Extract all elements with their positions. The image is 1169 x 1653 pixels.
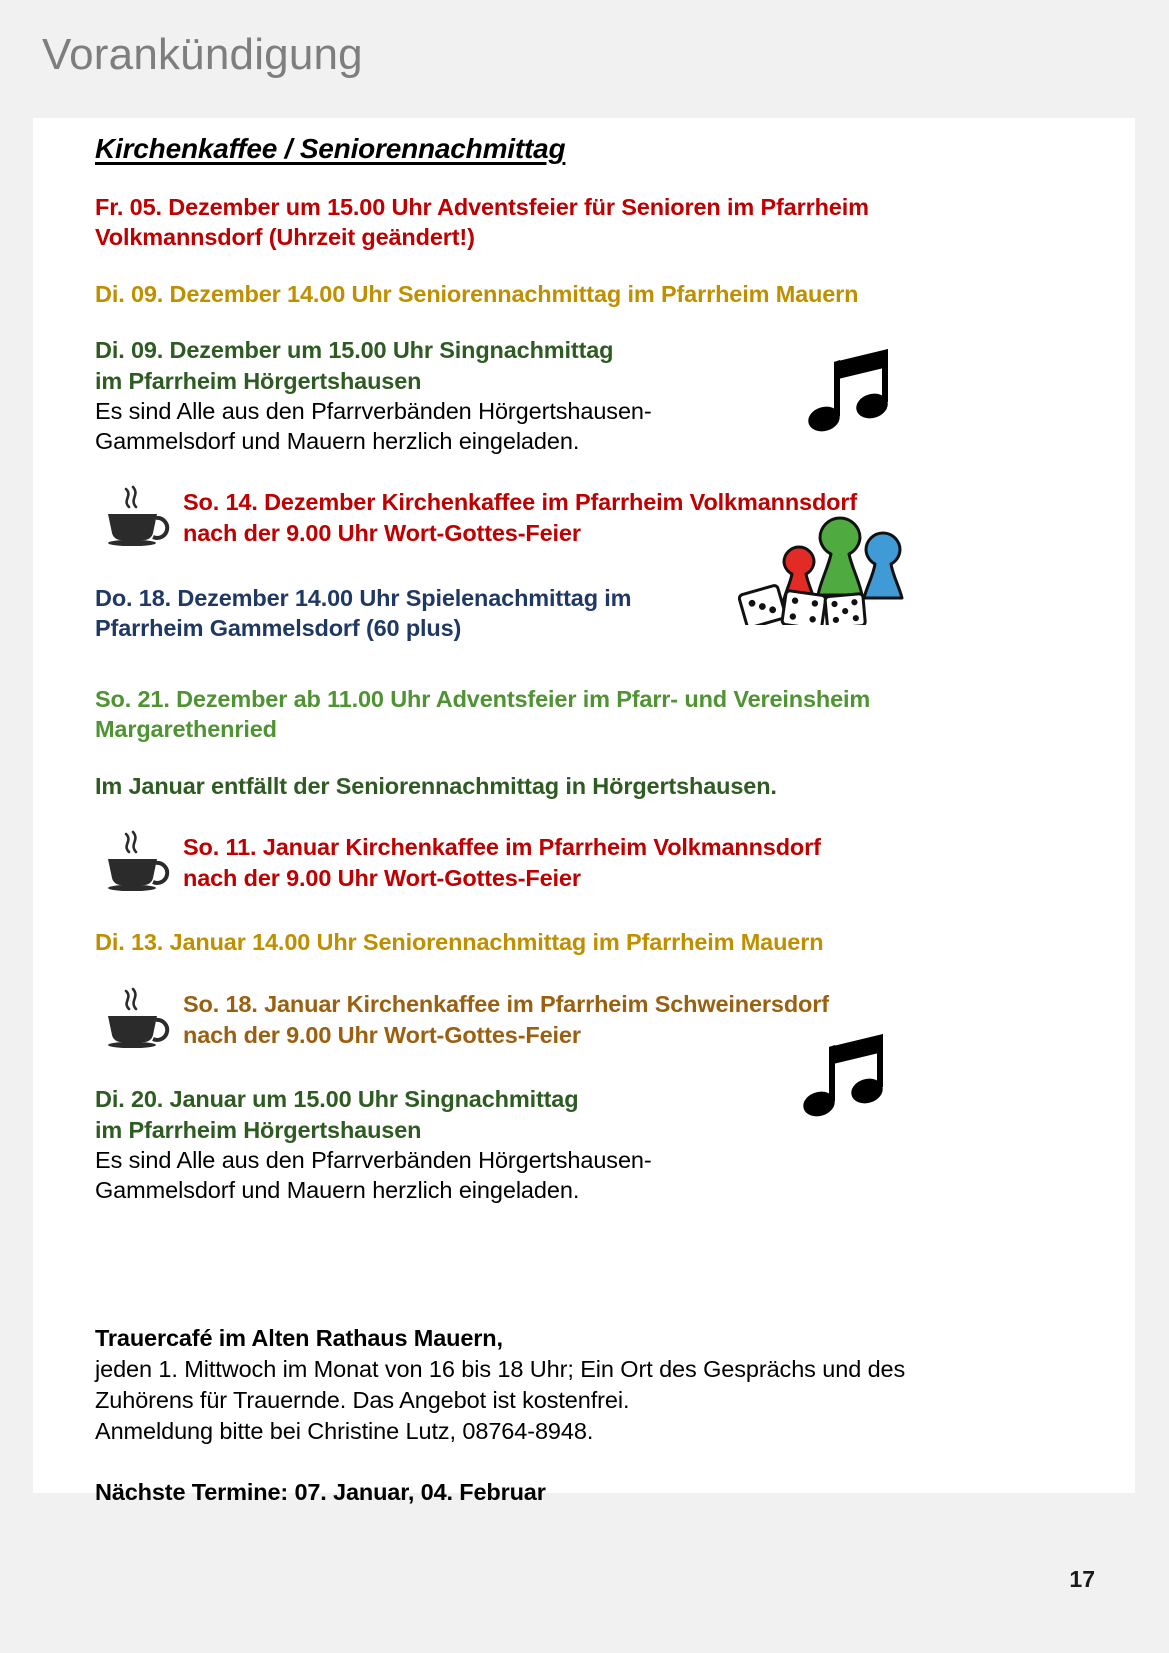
event-line: Fr. 05. Dezember um 15.00 Uhr Adventsfeier für Senioren im Pfarrheim — [95, 193, 869, 220]
page-margin-left — [0, 0, 33, 1653]
page-number: 17 — [1069, 1566, 1095, 1592]
event-adventsfeier-margarethenried — [95, 684, 1020, 745]
event-line: So. 11. Januar Kirchenkaffee im Pfarrheim Volkmannsdorf — [183, 834, 821, 861]
event-line: So. 18. Januar Kirchenkaffee im Pfarrheim Schweinersdorf — [183, 990, 829, 1017]
main-content — [95, 132, 1020, 1508]
event-kirchenkaffee-volkmannsdorf-dezember — [95, 482, 1020, 548]
page-header-title: Vorankündigung — [42, 30, 363, 79]
event-line: Di. 09. Dezember um 15.00 Uhr Singnachmittag — [95, 337, 614, 364]
event-detail-line: Gammelsdorf und Mauern herzlich eingeladen. — [95, 1177, 580, 1204]
event-line: Di. 13. Januar 14.00 Uhr Seniorennachmittag im Pfarrheim Mauern — [95, 929, 824, 956]
event-kirchenkaffee-schweinersdorf — [95, 984, 1020, 1050]
event-line: Di. 20. Januar um 15.00 Uhr Singnachmittag — [95, 1086, 579, 1113]
trauercafe-contact-line: Anmeldung bitte bei Christine Lutz, 08764-8948. — [95, 1418, 594, 1445]
event-line: So. 21. Dezember ab 11.00 Uhr Adventsfeier im Pfarr- und Vereinsheim — [95, 685, 871, 712]
page-title: Kirchenkaffee / Seniorennachmittag — [95, 133, 566, 164]
event-line: im Pfarrheim Hörgertshausen — [95, 1116, 422, 1143]
coffee-cup-icon — [99, 482, 175, 546]
event-spielenachmittag-gammelsdorf — [95, 583, 1020, 644]
event-line: So. 14. Dezember Kirchenkaffee im Pfarrheim Volkmannsdorf — [183, 489, 858, 516]
event-line: nach der 9.00 Uhr Wort-Gottes-Feier — [183, 520, 581, 547]
event-adventsfeier-volkmannsdorf — [95, 192, 1020, 253]
trauercafe-next-dates: Nächste Termine: 07. Januar, 04. Februar — [95, 1479, 546, 1506]
event-singnachmittag-januar — [95, 1084, 1020, 1205]
trauercafe-block — [95, 1323, 1020, 1508]
event-seniorennachmittag-mauern-januar — [95, 927, 1020, 958]
event-line: Pfarrheim Gammelsdorf (60 plus) — [95, 615, 462, 642]
event-line: nach der 9.00 Uhr Wort-Gottes-Feier — [183, 864, 581, 891]
event-line: Volkmannsdorf (Uhrzeit geändert!) — [95, 224, 475, 251]
event-detail-line: Gammelsdorf und Mauern herzlich eingeladen. — [95, 428, 580, 455]
event-detail-line: Es sind Alle aus den Pfarrverbänden Hörgertshausen- — [95, 1147, 652, 1174]
event-line: Do. 18. Dezember 14.00 Uhr Spielenachmittag im — [95, 584, 632, 611]
event-line: nach der 9.00 Uhr Wort-Gottes-Feier — [183, 1021, 581, 1048]
coffee-cup-icon — [99, 984, 175, 1048]
event-kirchenkaffee-volkmannsdorf-januar — [95, 827, 1020, 893]
event-text — [183, 984, 1020, 1050]
notice-line: Im Januar entfällt der Seniorennachmittag in Hörgertshausen. — [95, 772, 777, 799]
event-singnachmittag-dezember — [95, 335, 1020, 456]
coffee-cup-slot — [95, 482, 183, 546]
event-text — [183, 827, 1020, 893]
page-footer — [0, 1493, 1169, 1653]
coffee-cup-slot — [95, 827, 183, 891]
coffee-cup-slot — [95, 984, 183, 1048]
page-header — [0, 0, 1169, 118]
coffee-cup-icon — [99, 827, 175, 891]
event-text — [183, 482, 1020, 548]
page-margin-right — [1135, 0, 1169, 1653]
event-line: Margarethenried — [95, 716, 277, 743]
event-line: im Pfarrheim Hörgertshausen — [95, 367, 422, 394]
section-spacer — [95, 1231, 1020, 1323]
event-seniorennachmittag-mauern-dezember — [95, 279, 1020, 310]
trauercafe-line: Zuhörens für Trauernde. Das Angebot ist kostenfrei. — [95, 1387, 630, 1414]
trauercafe-heading: Trauercafé im Alten Rathaus Mauern, — [95, 1325, 503, 1352]
trauercafe-line: jeden 1. Mittwoch im Monat von 16 bis 18 Uhr; Ein Ort des Gesprächs und des — [95, 1356, 906, 1383]
event-line: Di. 09. Dezember 14.00 Uhr Seniorennachmittag im Pfarrheim Mauern — [95, 280, 859, 307]
notice-januar-entfaellt — [95, 771, 1020, 802]
event-detail-line: Es sind Alle aus den Pfarrverbänden Hörgertshausen- — [95, 398, 652, 425]
